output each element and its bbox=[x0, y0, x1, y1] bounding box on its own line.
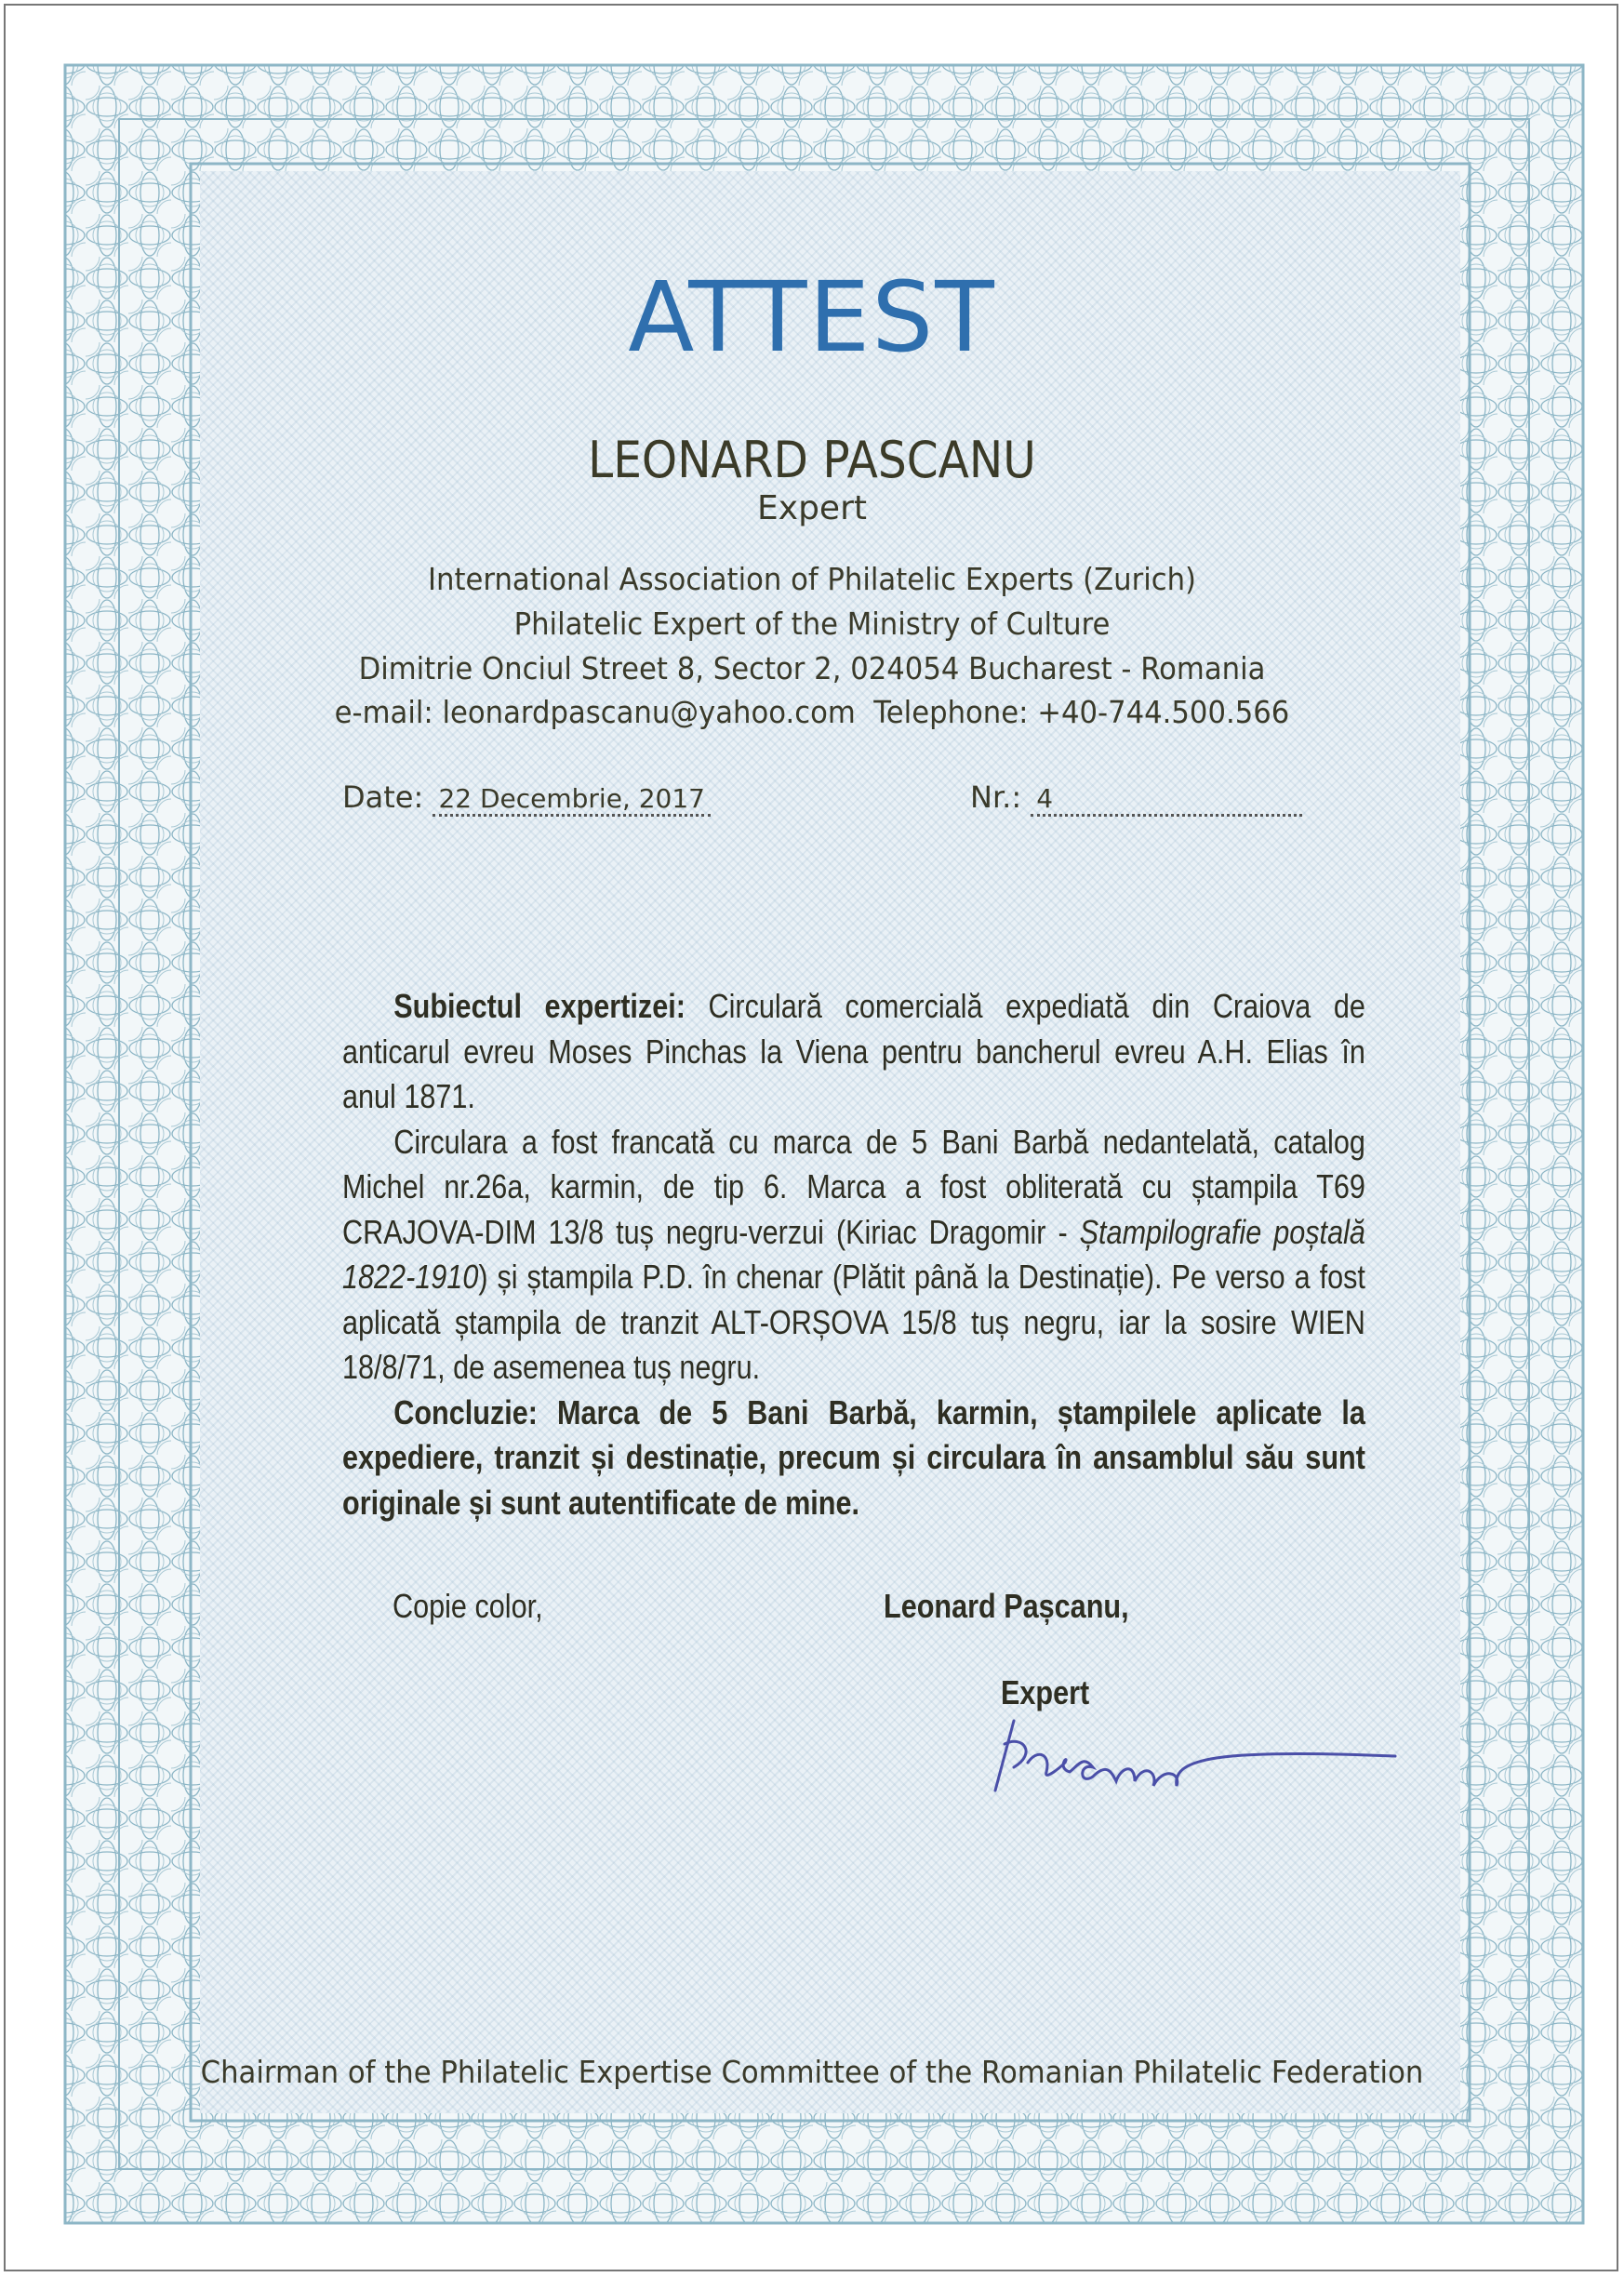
date-label: Date: bbox=[342, 779, 424, 815]
signatory-role: Expert bbox=[1001, 1673, 1090, 1711]
conclusion-text: Concluzie: Marca de 5 Bani Barbă, karmin, ștampilele aplicate la expediere, tranzit și destinație, precum și circulara în ansamblul său sunt originale și sunt autentificate de mine. bbox=[342, 1392, 1365, 1522]
date-field bbox=[342, 779, 711, 817]
signature bbox=[958, 1702, 1404, 1804]
document-title: ATTEST bbox=[628, 260, 996, 374]
nr-value: 4 bbox=[1031, 783, 1302, 817]
description-text-cont: ) și ștampila P.D. în chenar (Plătit până la Destinație). Pe verso a fost aplicată ștampila de tranzit ALT-ORȘOVA 15/8 tuș negru, iar la sosire WIEN 18/8/71, de asemenea tuș negru. bbox=[342, 1258, 1365, 1386]
number-field bbox=[970, 779, 1302, 817]
date-value: 22 Decembrie, 2017 bbox=[433, 783, 711, 817]
affiliation-line: International Association of Philatelic Experts (Zurich) bbox=[427, 561, 1197, 597]
description-paragraph bbox=[342, 1120, 1365, 1391]
expert-role: Expert bbox=[757, 489, 867, 527]
address-line: Dimitrie Onciul Street 8, Sector 2, 024054 Bucharest - Romania bbox=[358, 650, 1266, 686]
reference-title: Ștampilografie poștală 1822-1910 bbox=[342, 1212, 1365, 1296]
nr-label: Nr.: bbox=[970, 779, 1022, 815]
certificate-body bbox=[342, 984, 1365, 1525]
footer-title: Chairman of the Philatelic Expertise Committee of the Romanian Philatelic Federation bbox=[200, 2054, 1424, 2090]
conclusion-paragraph bbox=[342, 1391, 1365, 1526]
copy-note: Copie color, bbox=[393, 1587, 543, 1625]
subject-paragraph bbox=[342, 984, 1365, 1120]
description-text: Circulara a fost francată cu marca de 5 Bani Barbă nedantelată, catalog Michel nr.26a, karmin, de tip 6. Marca a fost obliterată cu ștampila T69 CRAJOVA-DIM 13/8 tuș negru-verzui (Kiriac Dragomir - bbox=[342, 1122, 1365, 1251]
contact-line: e-mail: leonardpascanu@yahoo.com Telephone: +40-744.500.566 bbox=[334, 694, 1290, 730]
subject-text: Circulară comercială expediată din Craiova de anticarul evreu Moses Pinchas la Viena pentru bancherul evreu A.H. Elias în anul 1871. bbox=[342, 987, 1365, 1115]
expert-name: LEONARD PASCANU bbox=[588, 431, 1036, 489]
subject-label: Subiectul expertizei: bbox=[393, 987, 686, 1025]
signatory-name: Leonard Pașcanu, bbox=[884, 1587, 1129, 1625]
affiliation-line: Philatelic Expert of the Ministry of Culture bbox=[513, 606, 1111, 642]
